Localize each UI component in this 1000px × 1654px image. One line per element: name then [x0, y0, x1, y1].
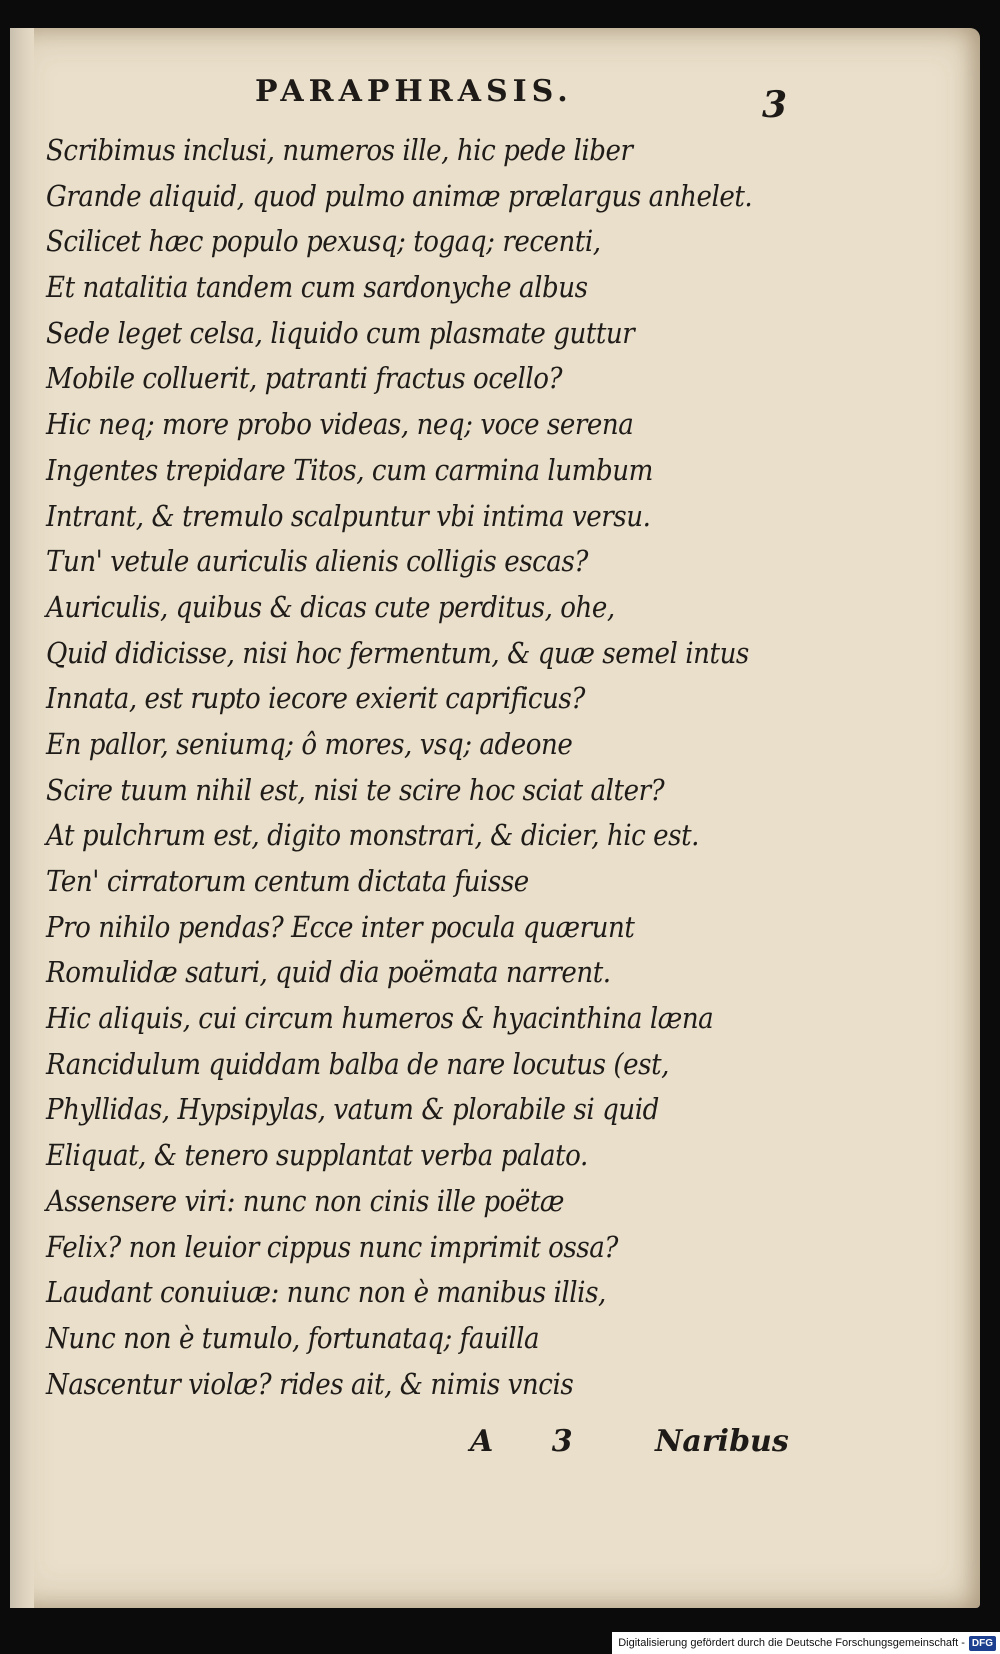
digitization-footer: [612, 1632, 1000, 1654]
verse-line: Romulidæ saturi, quid dia poëmata narrent.: [46, 955, 611, 990]
verse-line: Scire tuum nihil est, nisi te scire hoc sciat alter?: [46, 772, 665, 807]
verse-line: Sede leget celsa, liquido cum plasmate guttur: [46, 315, 635, 350]
verse-line: Assensere viri: nunc non cinis ille poëtæ: [46, 1183, 564, 1218]
verse-line: Auriculis, quibus & dicas cute perditus, ohe,: [46, 589, 615, 624]
verse-line: Intrant, & tremulo scalpuntur vbi intima versu.: [46, 498, 651, 533]
verse-line: Rancidulum quiddam balba de nare locutus (est,: [46, 1046, 669, 1081]
verse-line: Ingentes trepidare Titos, cum carmina lumbum: [46, 452, 653, 487]
verse-line: Eliquat, & tenero supplantat verba palato.: [46, 1138, 588, 1173]
verse-line: Phyllidas, Hypsipylas, vatum & plorabile si quid: [46, 1092, 659, 1127]
verse-line: Nunc non è tumulo, fortunataq; fauilla: [46, 1320, 540, 1355]
verse-line: Innata, est rupto iecore exierit caprificus?: [46, 681, 585, 716]
page-number: 3: [762, 84, 788, 126]
verse-line: Quid didicisse, nisi hoc fermentum, & quæ semel intus: [46, 635, 749, 670]
verse-line: Hic aliquis, cui circum humeros & hyacinthina læna: [46, 1001, 714, 1036]
dfg-logo: DFG: [969, 1636, 996, 1651]
verse-line: Pro nihilo pendas? Ecce inter pocula quærunt: [46, 909, 635, 944]
verse-line: Tun' vetule auriculis alienis colligis escas?: [46, 544, 588, 579]
verse-line: Mobile colluerit, patranti fractus ocello?: [46, 361, 563, 396]
footer-text: Digitalisierung gefördert durch die Deutsche Forschungsgemeinschaft -: [618, 1637, 965, 1649]
verse-line: En pallor, seniumq; ô mores, vsq; adeone: [46, 726, 573, 761]
verse-line: Hic neq; more probo videas, neq; voce serena: [46, 407, 634, 442]
verse-line: Scribimus inclusi, numeros ille, hic pede liber: [46, 133, 633, 167]
verse-line: Ten' cirratorum centum dictata fuisse: [46, 864, 529, 898]
verse-line: Felix? non leuior cippus nunc imprimit ossa?: [46, 1229, 618, 1264]
verse-text: [46, 128, 806, 1407]
verse-line: Scilicet hæc populo pexusq; togaq; recenti,: [46, 224, 601, 259]
page-gutter: [10, 28, 34, 1608]
verse-line: Nascentur violæ? rides ait, & nimis vncis: [46, 1366, 574, 1401]
signature-mark: A 3: [470, 1424, 597, 1459]
verse-line: Laudant conuiuæ: nunc non è manibus illis,: [46, 1275, 606, 1310]
verse-line: Et natalitia tandem cum sardonyche albus: [46, 270, 588, 305]
verse-line: Grande aliquid, quod pulmo animæ prælargus anhelet.: [46, 178, 753, 213]
catchword: Naribus: [655, 1424, 789, 1459]
verse-line: At pulchrum est, digito monstrari, & dicier, hic est.: [46, 818, 699, 853]
running-head: PARAPHRASIS.: [255, 74, 573, 109]
